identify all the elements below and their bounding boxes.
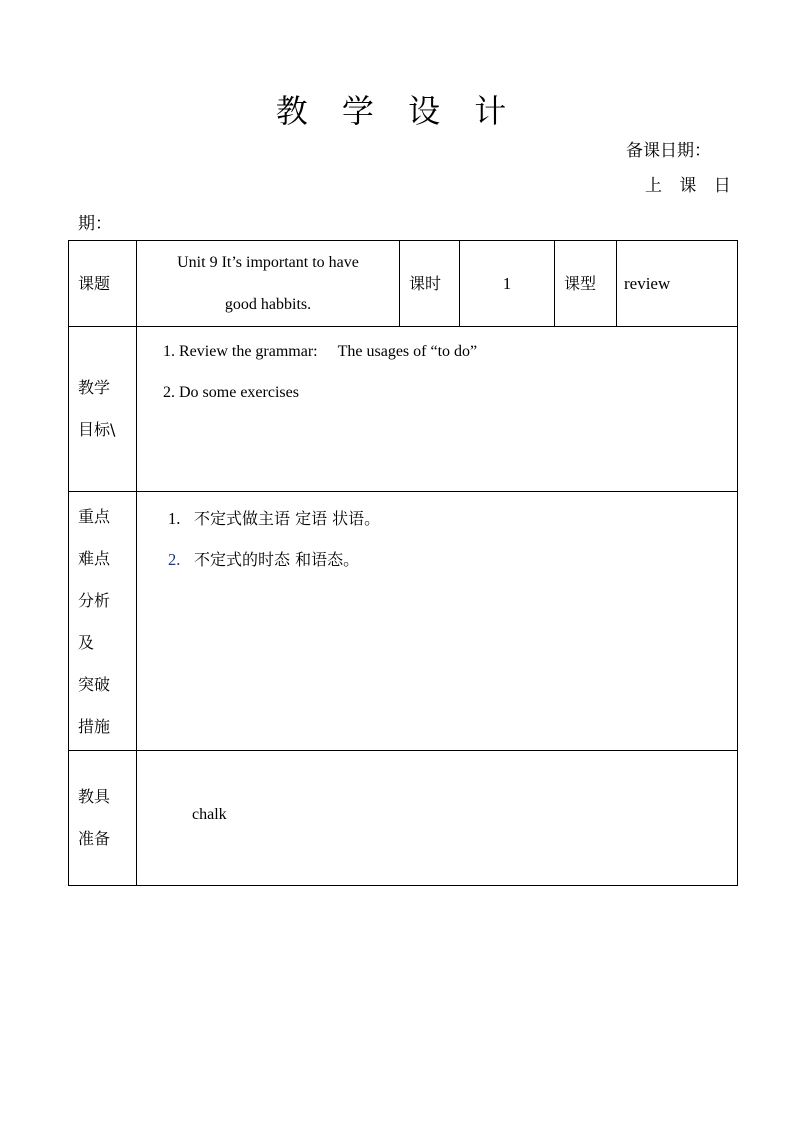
key-point-number-2: 2. (168, 550, 181, 569)
table-row-materials (69, 751, 738, 886)
objectives-content (137, 327, 738, 492)
table-row-objectives (69, 327, 738, 492)
key-points-label-line-2: 难点 (78, 549, 111, 568)
key-point-number-1: 1. (168, 509, 181, 528)
topic-line-2: good habbits. (224, 296, 312, 313)
document-title: 教 学 设 计 (275, 92, 519, 130)
type-label: 课型 (555, 241, 617, 327)
topic-cell (137, 241, 400, 327)
prep-date-label: 备课日期： (626, 141, 711, 161)
table-row-topic (69, 241, 738, 327)
objective-item-2: 2. Do some exercises (163, 384, 299, 401)
objectives-label (69, 327, 137, 492)
materials-label (69, 751, 137, 886)
key-points-label-line-6: 措施 (78, 717, 111, 736)
objective-item-1-prefix: 1. Review the grammar: (163, 343, 318, 360)
key-points-label (69, 492, 137, 751)
lesson-plan-table (68, 240, 738, 886)
key-points-label-line-5: 突破 (78, 675, 111, 694)
objective-item-1 (163, 331, 737, 372)
class-date-label-continued: 期： (78, 214, 112, 234)
key-points-label-line-3: 分析 (78, 591, 111, 610)
key-point-item-1 (168, 498, 737, 539)
table-row-key-points (69, 492, 738, 751)
key-points-content (137, 492, 738, 751)
key-point-text-2: 不定式的时态 和语态。 (194, 550, 360, 569)
topic-label: 课题 (69, 241, 137, 327)
key-point-text-1: 不定式做主语 定语 状语。 (194, 509, 381, 528)
objectives-label-line-2: 目标\ (78, 420, 116, 439)
materials-label-line-2: 准备 (78, 829, 111, 848)
key-points-label-line-1: 重点 (78, 507, 111, 526)
type-value: review (617, 241, 738, 327)
materials-value: chalk (137, 751, 738, 886)
class-date-label: 上 课 日 (645, 176, 737, 196)
period-label: 课时 (400, 241, 460, 327)
key-point-item-2 (168, 539, 737, 580)
key-points-label-line-4: 及 (78, 633, 95, 652)
objective-item-1-suffix: The usages of “to do” (337, 343, 478, 360)
materials-label-line-1: 教具 (78, 787, 111, 806)
topic-line-1: Unit 9 It’s important to have (177, 254, 359, 271)
objectives-label-line-1: 教学 (78, 378, 111, 397)
period-value: 1 (460, 241, 555, 327)
